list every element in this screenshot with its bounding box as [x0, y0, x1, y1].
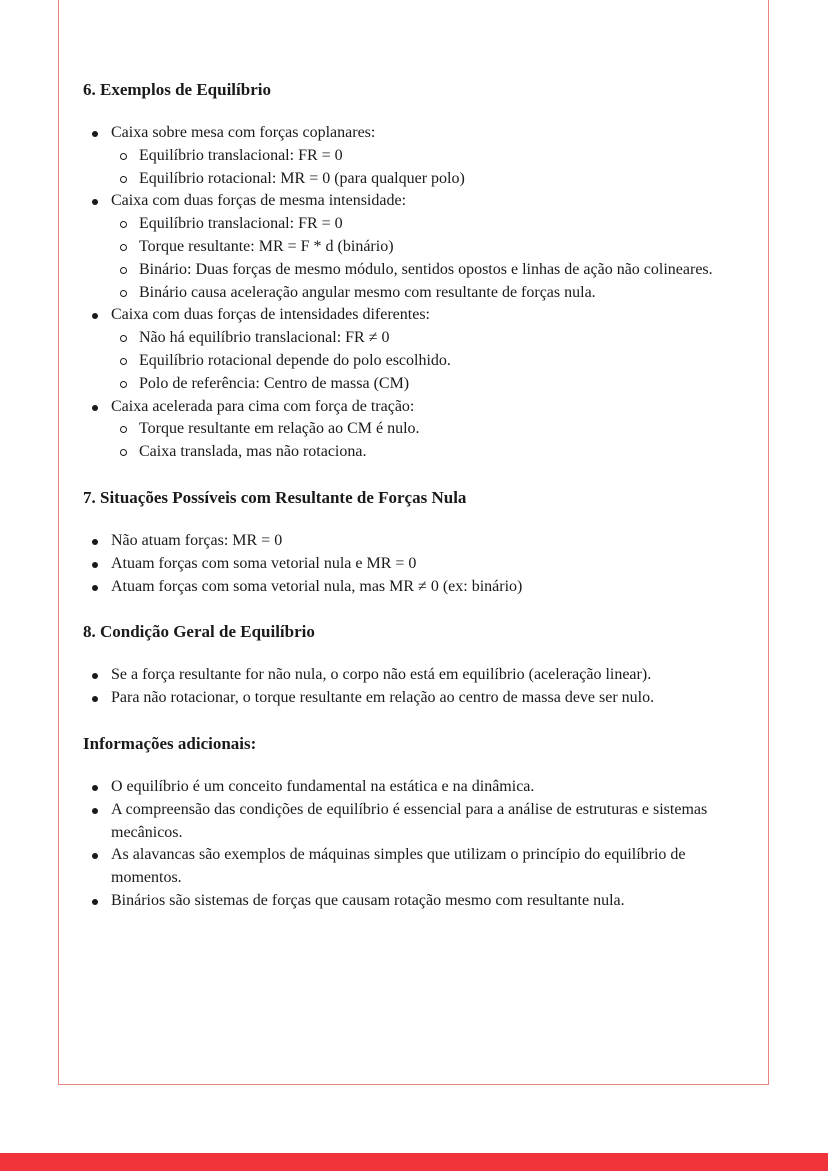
bullet-circle-icon	[120, 267, 127, 274]
bullet-disc-icon	[92, 585, 98, 591]
list-item-text: A compreensão das condições de equilíbrio é essencial para a análise de estruturas e sistemas mecânicos.	[111, 800, 708, 841]
section-heading: 7. Situações Possíveis com Resultante de Forças Nula	[83, 487, 467, 507]
sub-list-item-text: Equilíbrio rotacional depende do polo escolhido.	[139, 351, 451, 369]
sub-list-item-text: Torque resultante em relação ao CM é nulo.	[139, 420, 420, 438]
bullet-disc-icon	[92, 673, 98, 679]
list-item	[83, 530, 743, 553]
bullet-disc-icon	[92, 853, 98, 859]
sub-list-item	[111, 282, 743, 305]
list-item	[83, 553, 743, 576]
list-item-text: Caixa com duas forças de mesma intensidade:	[111, 192, 407, 210]
sub-list-item-text: Equilíbrio translacional: FR = 0	[139, 215, 343, 233]
sub-list-item-text: Binário causa aceleração angular mesmo com resultante de forças nula.	[139, 283, 596, 301]
bullet-disc-icon	[92, 313, 98, 319]
bullet-list	[83, 664, 743, 710]
list-item	[83, 799, 743, 845]
list-item-text: Atuam forças com soma vetorial nula, mas MR ≠ 0 (ex: binário)	[111, 577, 523, 595]
bullet-circle-icon	[120, 290, 127, 297]
sub-list-item	[111, 373, 743, 396]
bullet-disc-icon	[92, 405, 98, 411]
bullet-disc-icon	[92, 539, 98, 545]
list-item	[83, 776, 743, 799]
sub-bullet-list	[111, 213, 743, 304]
sub-bullet-list	[111, 418, 743, 464]
list-item	[83, 576, 743, 599]
bullet-circle-icon	[120, 176, 127, 183]
list-item-text: As alavancas são exemplos de máquinas simples que utilizam o princípio do equilíbrio de momentos.	[111, 846, 686, 887]
sub-list-item-text: Equilíbrio translacional: FR = 0	[139, 146, 343, 164]
sub-bullet-list	[111, 327, 743, 395]
bullet-circle-icon	[120, 335, 127, 342]
section-heading: Informações adicionais:	[83, 733, 257, 753]
sub-list-item	[111, 259, 743, 282]
list-item	[83, 304, 743, 395]
list-item	[83, 664, 743, 687]
list-item-text: Se a força resultante for não nula, o corpo não está em equilíbrio (aceleração linear).	[111, 666, 652, 684]
bullet-circle-icon	[120, 221, 127, 228]
list-item-text: O equilíbrio é um conceito fundamental na estática e na dinâmica.	[111, 777, 535, 795]
list-item	[83, 396, 743, 464]
bullet-list	[83, 776, 743, 913]
bullet-circle-icon	[120, 426, 127, 433]
sub-list-item-text: Binário: Duas forças de mesmo módulo, sentidos opostos e linhas de ação não colineares.	[139, 260, 713, 278]
list-item-text: Binários são sistemas de forças que causam rotação mesmo com resultante nula.	[111, 891, 625, 909]
sub-list-item-text: Torque resultante: MR = F * d (binário)	[139, 237, 394, 255]
sub-bullet-list	[111, 145, 743, 191]
sub-list-item-text: Não há equilíbrio translacional: FR ≠ 0	[139, 329, 390, 347]
list-item-text: Para não rotacionar, o torque resultante em relação ao centro de massa deve ser nulo.	[111, 689, 655, 707]
sub-list-item	[111, 168, 743, 191]
document-content	[83, 78, 743, 935]
bullet-circle-icon	[120, 358, 127, 365]
sub-list-item	[111, 145, 743, 168]
sub-list-item	[111, 350, 743, 373]
bullet-disc-icon	[92, 899, 98, 905]
sub-list-item-text: Equilíbrio rotacional: MR = 0 (para qualquer polo)	[139, 169, 465, 187]
sub-list-item	[111, 236, 743, 259]
bullet-disc-icon	[92, 808, 98, 814]
sub-list-item	[111, 441, 743, 464]
bullet-disc-icon	[92, 199, 98, 205]
sub-list-item	[111, 327, 743, 350]
section-heading: 6. Exemplos de Equilíbrio	[83, 80, 271, 99]
section-heading: 8. Condição Geral de Equilíbrio	[83, 622, 315, 642]
bullet-list	[83, 530, 743, 598]
list-item	[83, 844, 743, 890]
bullet-circle-icon	[120, 381, 127, 388]
list-item-text: Não atuam forças: MR = 0	[111, 531, 283, 549]
bullet-circle-icon	[120, 449, 127, 456]
bullet-list	[83, 122, 743, 464]
list-item-text: Atuam forças com soma vetorial nula e MR = 0	[111, 554, 417, 572]
bullet-circle-icon	[120, 244, 127, 251]
list-item	[83, 190, 743, 304]
list-item-text: Caixa com duas forças de intensidades diferentes:	[111, 306, 430, 324]
footer-bar	[0, 1153, 828, 1171]
sub-list-item-text: Polo de referência: Centro de massa (CM)	[139, 374, 410, 392]
sub-list-item-text: Caixa translada, mas não rotaciona.	[139, 443, 367, 461]
bullet-disc-icon	[92, 131, 98, 137]
list-item-text: Caixa acelerada para cima com força de tração:	[111, 397, 415, 415]
list-item	[83, 890, 743, 913]
sub-list-item	[111, 418, 743, 441]
bullet-disc-icon	[92, 562, 98, 568]
bullet-disc-icon	[92, 785, 98, 791]
list-item-text: Caixa sobre mesa com forças coplanares:	[111, 124, 376, 141]
list-item	[83, 687, 743, 710]
sub-list-item	[111, 213, 743, 236]
bullet-disc-icon	[92, 696, 98, 702]
list-item	[83, 122, 743, 190]
bullet-circle-icon	[120, 153, 127, 160]
